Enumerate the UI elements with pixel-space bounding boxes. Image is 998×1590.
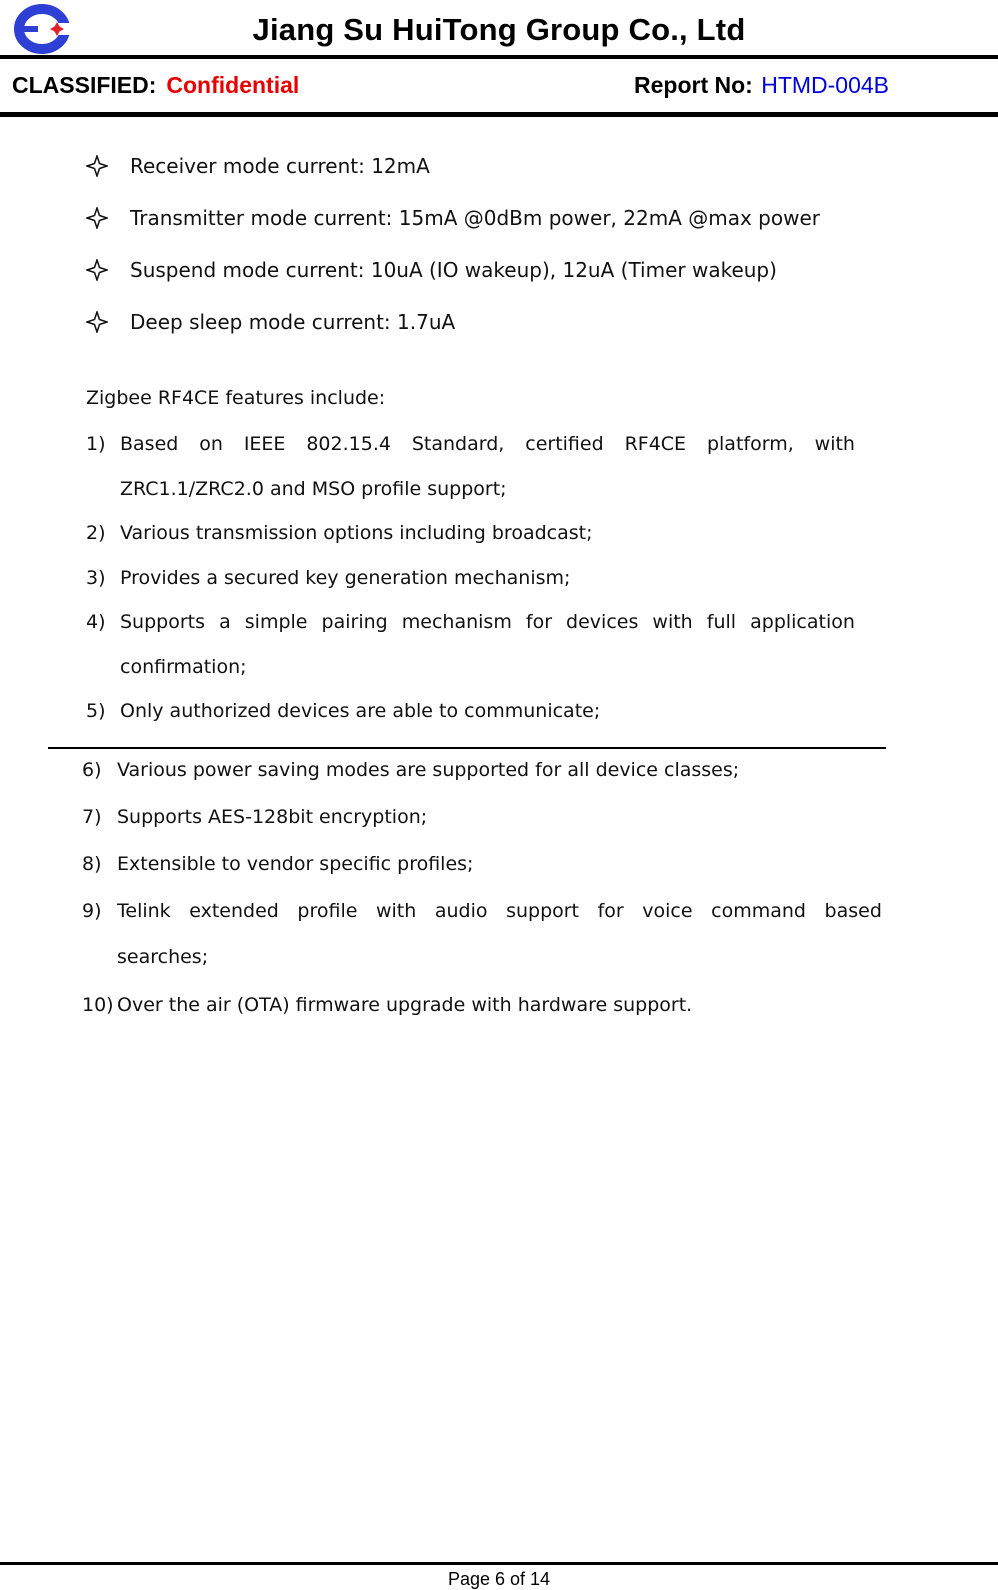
word: Supports — [120, 611, 206, 633]
word: devices — [566, 611, 639, 633]
item-text: Only authorized devices are able to communicate; — [120, 700, 601, 722]
word: mechanism — [401, 611, 512, 633]
classified-label: CLASSIFIED: — [12, 72, 157, 98]
item-number: 2) — [86, 522, 106, 544]
footer-rule — [0, 1562, 998, 1565]
word: Based — [120, 433, 179, 455]
bullet-text: Deep sleep mode current: 1.7uA — [130, 310, 456, 334]
word: extended — [189, 900, 279, 922]
word: voice — [642, 900, 693, 922]
word: platform, — [706, 433, 794, 455]
word: Telink — [117, 900, 171, 922]
diamond-bullet-icon — [86, 207, 108, 229]
word: Standard, — [411, 433, 505, 455]
word: pairing — [321, 611, 388, 633]
bullet-item — [86, 152, 430, 180]
word: based — [824, 900, 882, 922]
word: for — [597, 900, 624, 922]
item-line-justified — [120, 611, 855, 633]
report-value: HTMD-004B — [761, 72, 890, 98]
word: application — [750, 611, 855, 633]
diamond-bullet-icon — [86, 311, 108, 333]
report-number — [634, 72, 889, 99]
bullet-item — [86, 204, 820, 232]
bullet-item — [86, 308, 455, 336]
word: simple — [244, 611, 308, 633]
item-text: Provides a secured key generation mechanism; — [120, 567, 571, 589]
item-text: Supports AES-128bit encryption; — [117, 806, 428, 828]
item-number: 7) — [82, 806, 102, 828]
header-rule-bottom — [0, 112, 998, 117]
word: certified — [525, 433, 604, 455]
list-item — [82, 900, 882, 968]
word: RF4CE — [624, 433, 687, 455]
word: audio — [434, 900, 488, 922]
word: with — [375, 900, 417, 922]
diamond-bullet-icon — [86, 259, 108, 281]
item-number: 8) — [82, 853, 102, 875]
word: support — [506, 900, 580, 922]
item-line-justified — [120, 433, 855, 455]
word: command — [711, 900, 806, 922]
classification — [12, 72, 299, 99]
header-rule — [0, 55, 998, 59]
list-item — [86, 611, 856, 678]
diamond-bullet-icon — [86, 155, 108, 177]
item-line-justified — [117, 900, 882, 922]
section-divider — [48, 747, 886, 749]
item-number: 4) — [86, 611, 106, 633]
item-number: 5) — [86, 700, 106, 722]
item-number: 1) — [86, 433, 106, 455]
word: full — [706, 611, 737, 633]
word: with — [652, 611, 693, 633]
item-number: 9) — [82, 900, 102, 922]
word: with — [814, 433, 855, 455]
company-title: Jiang Su HuiTong Group Co., Ltd — [252, 12, 746, 47]
word: on — [199, 433, 223, 455]
page-number: Page 6 of 14 — [447, 1569, 551, 1589]
bullet-item — [86, 256, 777, 284]
word: a — [219, 611, 231, 633]
item-number: 6) — [82, 759, 102, 781]
item-number: 3) — [86, 567, 106, 589]
item-line-continuation: confirmation; — [120, 656, 247, 678]
item-text: Various transmission options including broadcast; — [120, 522, 593, 544]
item-text: Over the air (OTA) firmware upgrade with hardware support. — [117, 994, 693, 1016]
word: profile — [297, 900, 358, 922]
bullet-text: Transmitter mode current: 15mA @0dBm power, 22mA @max power — [130, 206, 820, 230]
item-line-continuation: searches; — [117, 946, 209, 968]
features-intro: Zigbee RF4CE features include: — [86, 387, 386, 409]
word: 802.15.4 — [306, 433, 391, 455]
bullet-text: Suspend mode current: 10uA (IO wakeup), 12uA (Timer wakeup) — [130, 258, 777, 282]
item-number: 10) — [82, 994, 114, 1016]
classified-value: Confidential — [166, 72, 300, 98]
item-text: Extensible to vendor specific profiles; — [117, 853, 474, 875]
item-text: Various power saving modes are supported for all device classes; — [117, 759, 740, 781]
word: for — [525, 611, 552, 633]
bullet-text: Receiver mode current: 12mA — [130, 154, 430, 178]
item-line-continuation: ZRC1.1/ZRC2.0 and MSO profile support; — [120, 478, 507, 500]
word: IEEE — [243, 433, 286, 455]
list-item — [86, 433, 856, 500]
report-label: Report No: — [634, 72, 753, 98]
